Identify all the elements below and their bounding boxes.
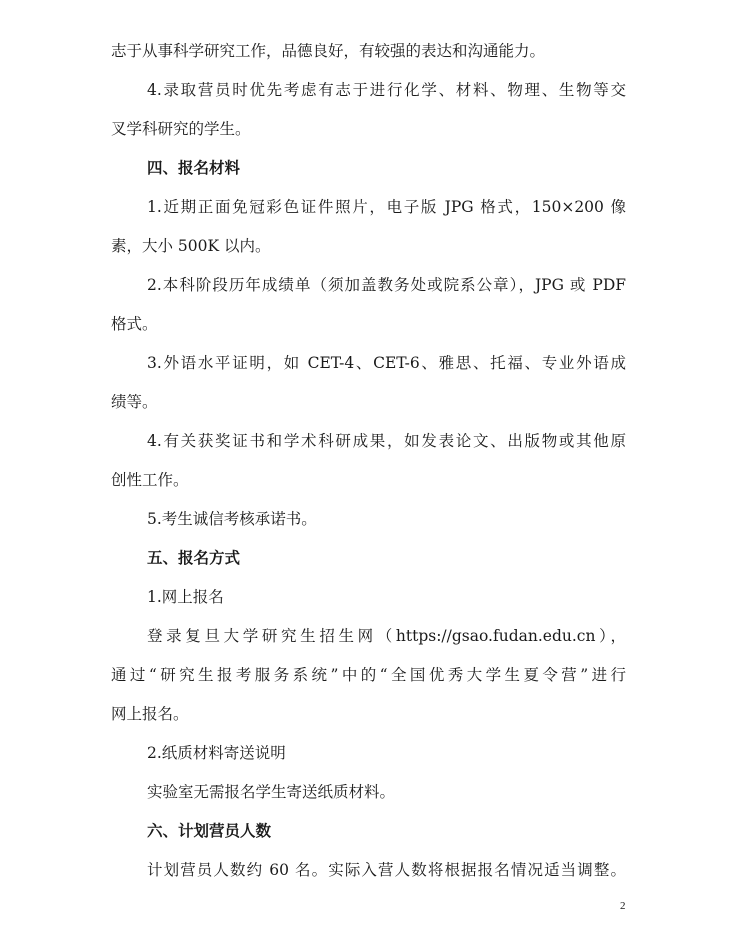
text-line: 素，大小 500K 以内。 [111, 237, 271, 255]
text-line: 2.纸质材料寄送说明 [147, 744, 286, 762]
text-line: 4.有关获奖证书和学术科研成果，如发表论文、出版物或其他原 [147, 432, 626, 450]
text-line: 实验室无需报名学生寄送纸质材料。 [147, 783, 396, 801]
text-line: 2.本科阶段历年成绩单（须加盖教务处或院系公章），JPG 或 PDF [147, 276, 626, 294]
section-heading: 六、计划营员人数 [147, 821, 272, 840]
text-line: 1.网上报名 [147, 588, 224, 606]
text-line: 叉学科研究的学生。 [111, 120, 251, 138]
section-heading: 五、报名方式 [147, 548, 241, 567]
text-line: 绩等。 [111, 393, 158, 411]
text-line: 志于从事科学研究工作，品德良好，有较强的表达和沟通能力。 [111, 42, 546, 60]
text-line: 计划营员人数约 60 名。实际入营人数将根据报名情况适当调整。 [147, 861, 626, 879]
text-line: 5.考生诚信考核承诺书。 [147, 510, 317, 528]
text-line: 网上报名。 [111, 705, 189, 723]
page-number: 2 [620, 900, 626, 912]
text-line: 格式。 [111, 315, 158, 333]
text-line: 4.录取营员时优先考虑有志于进行化学、材料、物理、生物等交 [147, 81, 626, 99]
text-line: 1.近期正面免冠彩色证件照片，电子版 JPG 格式，150×200 像 [147, 198, 626, 216]
text-line: 通过“研究生报考服务系统”中的“全国优秀大学生夏令营”进行 [111, 666, 626, 684]
text-line: 3.外语水平证明，如 CET-4、CET-6、雅思、托福、专业外语成 [147, 354, 626, 372]
text-line: 创性工作。 [111, 471, 189, 489]
text-line: 登录复旦大学研究生招生网（https://gsao.fudan.edu.cn）， [147, 627, 626, 645]
section-heading: 四、报名材料 [147, 158, 241, 177]
